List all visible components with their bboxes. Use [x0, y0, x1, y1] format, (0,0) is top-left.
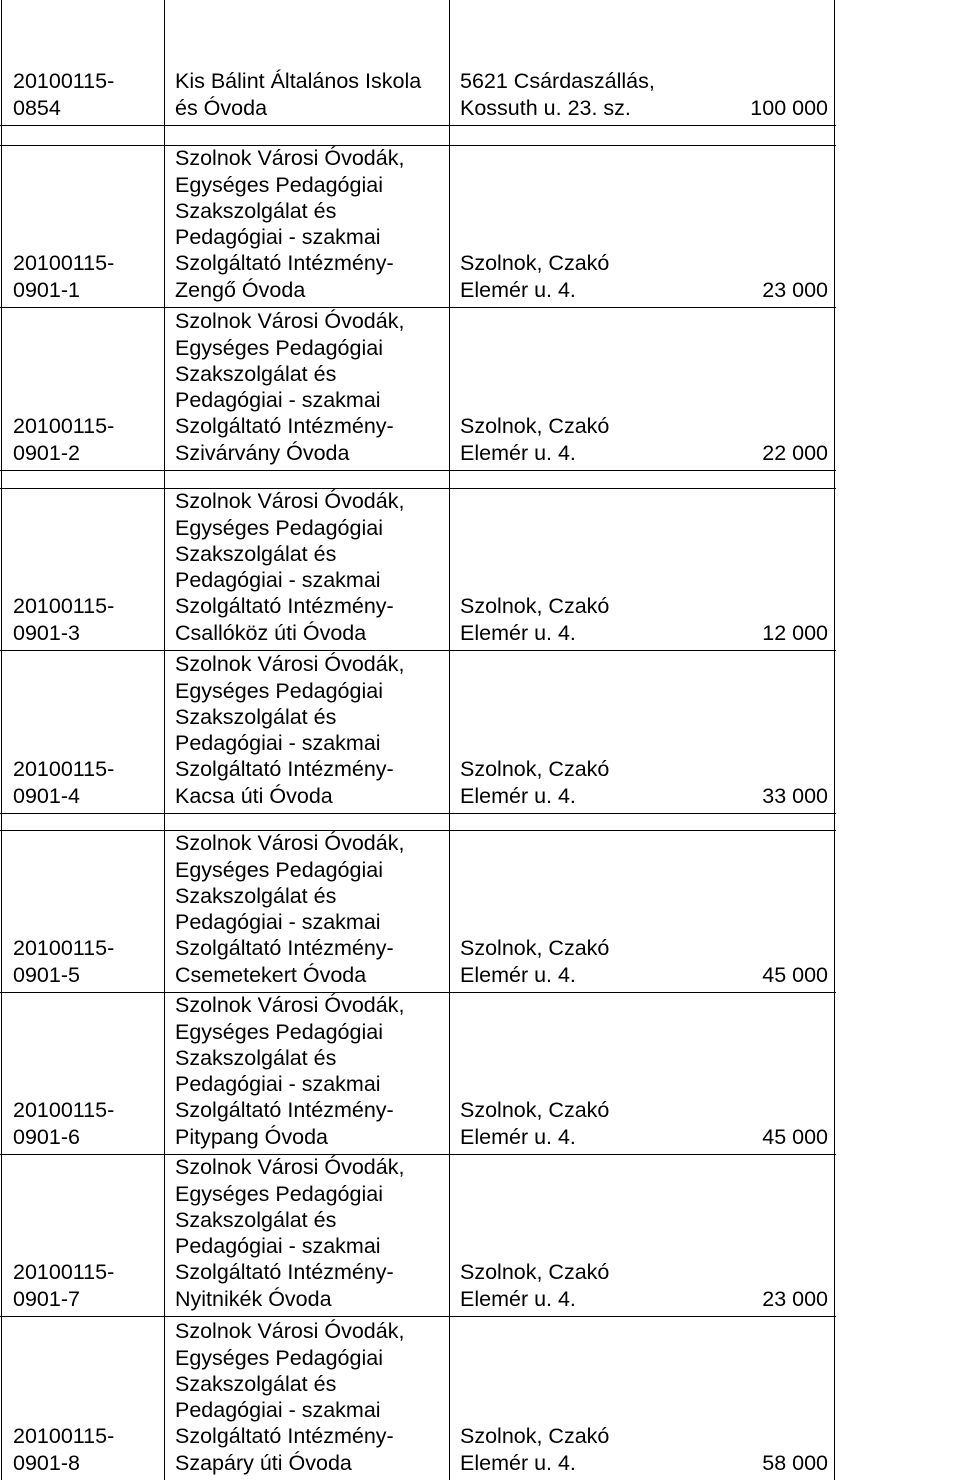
institution-address: 5621 Csárdaszállás, Kossuth u. 23. sz. [460, 69, 655, 120]
table-row [0, 488, 836, 650]
grid-line [0, 813, 836, 814]
application-code: 20100115- 0901-7 [13, 1260, 115, 1311]
table-row [0, 307, 836, 470]
institution-address: Szolnok, Czakó Elemér u. 4. [460, 936, 610, 987]
institution-address: Szolnok, Czakó Elemér u. 4. [460, 1424, 610, 1475]
table-row [0, 1154, 836, 1316]
table-row [0, 650, 836, 813]
institution-address: Szolnok, Czakó Elemér u. 4. [460, 414, 610, 465]
table-row [0, 0, 836, 125]
institution-name: Szolnok Városi Óvodák, Egységes Pedagógiai Szakszolgálat és Pedagógiai - szakmai Szolgáltató Intézmény- Szivárvány Óvoda [175, 309, 405, 465]
grant-amount: 33 000 [762, 783, 828, 808]
institution-name: Szolnok Városi Óvodák, Egységes Pedagógiai Szakszolgálat és Pedagógiai - szakmai Szolgáltató Intézmény- Kacsa úti Óvoda [175, 652, 405, 808]
application-code: 20100115- 0901-1 [13, 251, 115, 302]
application-code: 20100115- 0901-5 [13, 936, 115, 987]
grant-amount: 58 000 [762, 1450, 828, 1475]
institution-name: Szolnok Városi Óvodák, Egységes Pedagógiai Szakszolgálat és Pedagógiai - szakmai Szolgáltató Intézmény- Pitypang Óvoda [175, 993, 405, 1149]
table-row [0, 145, 836, 307]
application-code: 20100115- 0854 [13, 69, 115, 120]
institution-name: Szolnok Városi Óvodák, Egységes Pedagógiai Szakszolgálat és Pedagógiai - szakmai Szolgáltató Intézmény- Nyitnikék Óvoda [175, 1155, 405, 1311]
institution-name: Szolnok Városi Óvodák, Egységes Pedagógiai Szakszolgálat és Pedagógiai - szakmai Szolgáltató Intézmény- Csemetekert Óvoda [175, 831, 405, 987]
grant-amount: 45 000 [762, 962, 828, 987]
institution-address: Szolnok, Czakó Elemér u. 4. [460, 757, 610, 808]
grant-amount: 100 000 [750, 95, 828, 120]
grid-line [0, 125, 836, 126]
application-code: 20100115- 0901-4 [13, 757, 115, 808]
grant-amount: 45 000 [762, 1124, 828, 1149]
institution-address: Szolnok, Czakó Elemér u. 4. [460, 251, 610, 302]
application-code: 20100115- 0901-6 [13, 1098, 115, 1149]
institution-address: Szolnok, Czakó Elemér u. 4. [460, 594, 610, 645]
institution-name: Szolnok Városi Óvodák, Egységes Pedagógiai Szakszolgálat és Pedagógiai - szakmai Szolgáltató Intézmény- Szapáry úti Óvoda [175, 1319, 405, 1475]
grant-amount: 23 000 [762, 277, 828, 302]
grant-amount: 23 000 [762, 1286, 828, 1311]
institution-address: Szolnok, Czakó Elemér u. 4. [460, 1260, 610, 1311]
institution-name: Szolnok Városi Óvodák, Egységes Pedagógiai Szakszolgálat és Pedagógiai - szakmai Szolgáltató Intézmény- Zengő Óvoda [175, 146, 405, 302]
table-row [0, 992, 836, 1154]
table-row [0, 1316, 836, 1480]
grid-line [0, 470, 836, 471]
grant-amount: 22 000 [762, 440, 828, 465]
application-code: 20100115- 0901-3 [13, 594, 115, 645]
institution-name: Kis Bálint Általános Iskola és Óvoda [175, 69, 422, 120]
application-code: 20100115- 0901-8 [13, 1424, 115, 1475]
institution-name: Szolnok Városi Óvodák, Egységes Pedagógiai Szakszolgálat és Pedagógiai - szakmai Szolgáltató Intézmény- Csallóköz úti Óvoda [175, 489, 405, 645]
table-row [0, 830, 836, 992]
institution-address: Szolnok, Czakó Elemér u. 4. [460, 1098, 610, 1149]
application-code: 20100115- 0901-2 [13, 414, 115, 465]
grant-amount: 12 000 [762, 620, 828, 645]
